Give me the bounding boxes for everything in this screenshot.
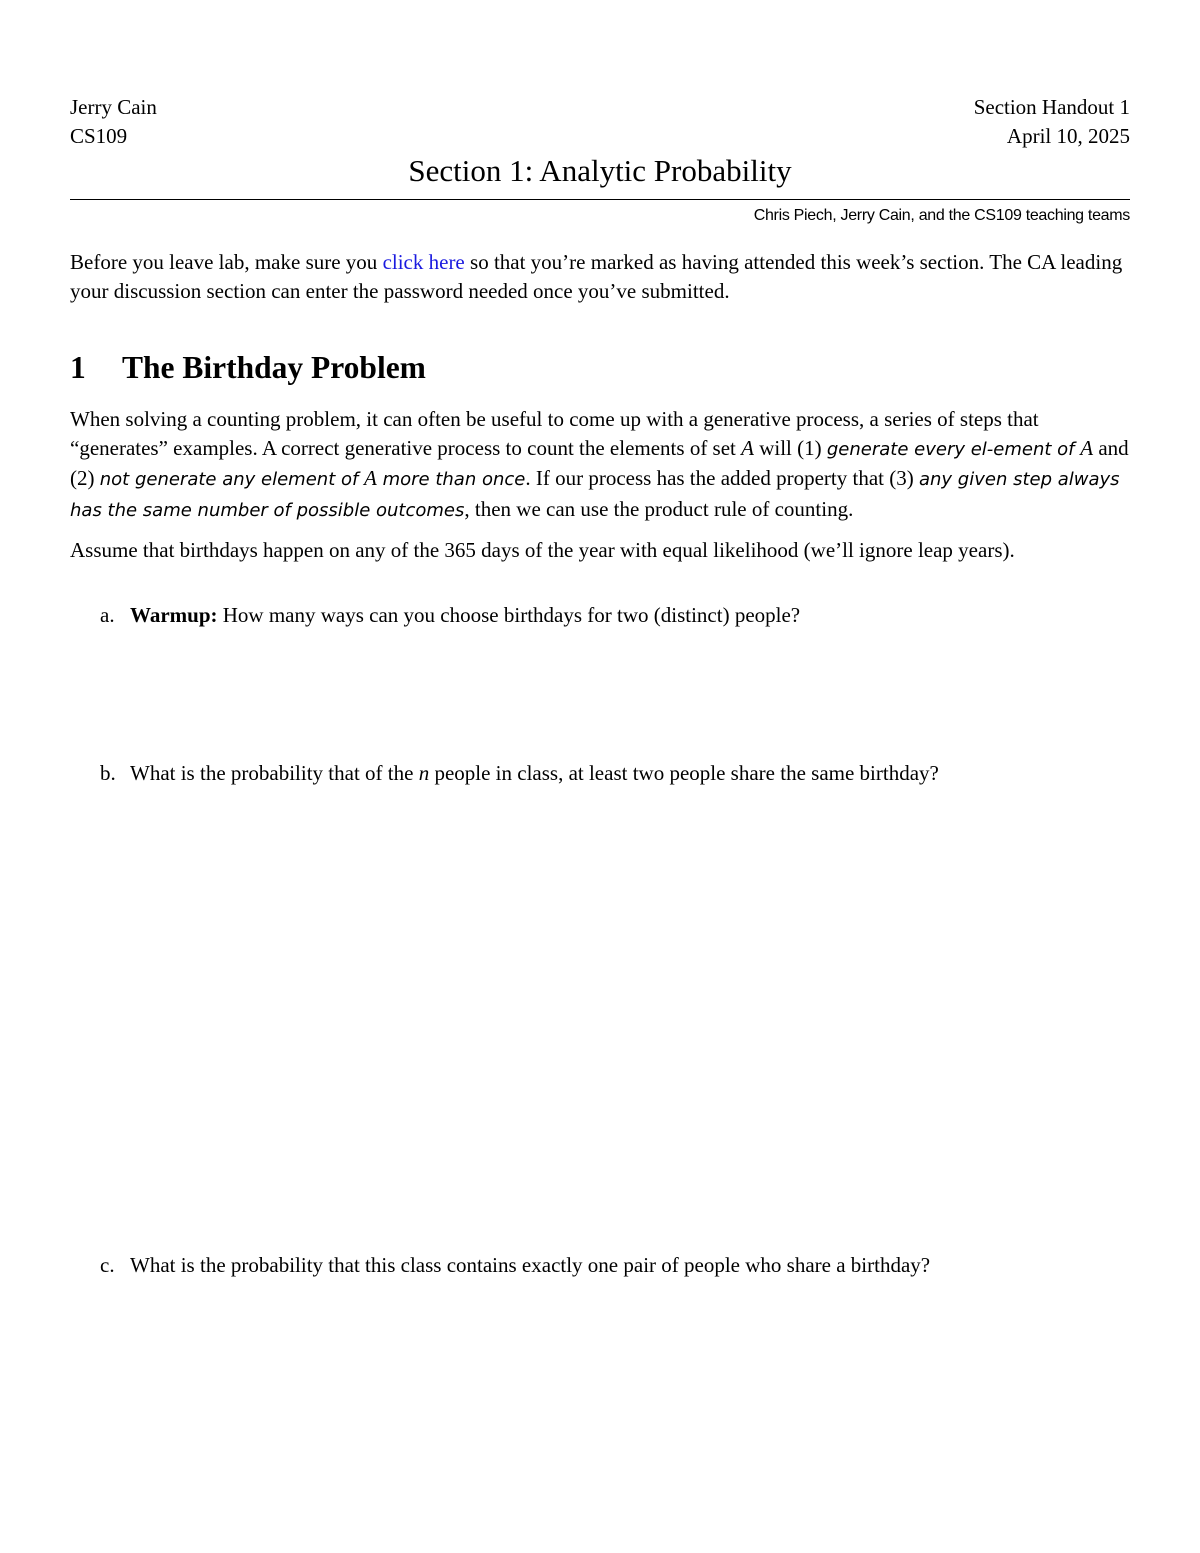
var-n: n — [418, 761, 430, 785]
question-a-text: How many ways can you choose birthdays for two (distinct) people? — [217, 603, 801, 627]
birthday-assumption-paragraph: Assume that birthdays happen on any of the 365 days of the year with equal likelihood (we’ll ignore leap years). — [70, 538, 1015, 562]
var-a: A — [741, 435, 754, 460]
question-c-text: What is the probability that this class contains exactly one pair of people who share a birthday? — [130, 1253, 931, 1277]
question-a-bold: Warmup: — [130, 603, 218, 627]
para1-text-2: will (1) — [753, 435, 827, 460]
para1-emphasis-1: generate every el-ement of — [826, 438, 1081, 460]
section-number: 1 — [70, 350, 86, 385]
title-rule — [70, 199, 1130, 200]
intro-paragraph — [70, 248, 1132, 305]
question-b — [100, 759, 939, 787]
question-label: c. — [100, 1253, 115, 1277]
handout-number: Section Handout 1 — [973, 95, 1130, 119]
attendance-link[interactable]: click here — [382, 250, 465, 274]
author-name: Jerry Cain — [70, 95, 157, 119]
para1-emphasis-2: not generate any element of — [99, 469, 365, 490]
para1-text-1: When solving a counting problem, it can often be useful to come up with a generative process, a series of steps that “generates” examples. A correct generative process to count the elements of set — [70, 407, 1039, 460]
question-b-text-before: What is the probability that of the — [130, 761, 419, 785]
para1-text-3: and (2) — [70, 435, 1129, 490]
generative-process-paragraph — [70, 405, 1132, 525]
para1-emphasis-4: any given step always has the same number of possible outcomes — [70, 469, 1120, 521]
page-title: Section 1: Analytic Probability — [408, 153, 792, 188]
para1-text-5: , then we can use the product rule of counting. — [464, 496, 854, 521]
para1-emphasis-3: more than once — [376, 469, 526, 490]
handout-date: April 10, 2025 — [1006, 124, 1130, 148]
var-a: A — [1080, 435, 1094, 460]
para1-text-4: . If our process has the added property that (3) — [525, 466, 919, 490]
section-heading — [70, 348, 426, 388]
question-a — [100, 601, 800, 629]
question-c — [100, 1251, 930, 1279]
question-label: a. — [100, 603, 115, 627]
section-title: The Birthday Problem — [122, 350, 426, 385]
var-a: A — [364, 466, 377, 490]
question-label: b. — [100, 761, 116, 785]
course-code: CS109 — [70, 124, 128, 148]
intro-text-before: Before you leave lab, make sure you — [70, 250, 383, 274]
intro-text-after: so that you’re marked as having attended this week’s section. The CA leading your discussion section can enter the password needed once you’ve submitted. — [70, 250, 1123, 303]
question-b-text-after: people in class, at least two people share the same birthday? — [429, 761, 939, 785]
authors-line: Chris Piech, Jerry Cain, and the CS109 teaching teams — [753, 207, 1130, 224]
